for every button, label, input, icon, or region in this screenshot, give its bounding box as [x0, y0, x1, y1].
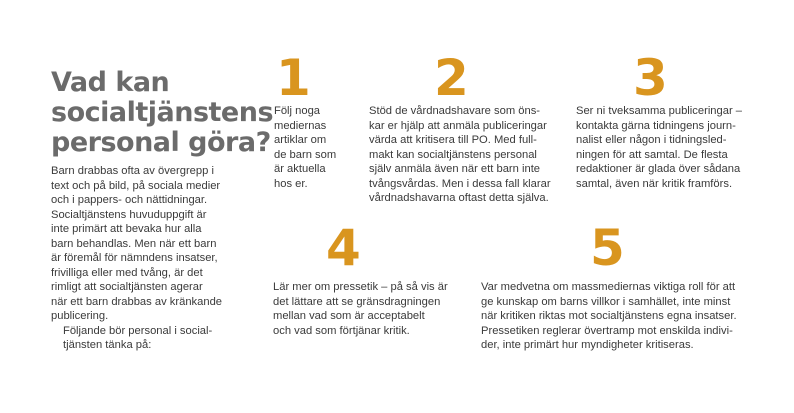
item-number-4: 4 — [326, 219, 361, 277]
item-line: ningen för att samtal. De flesta — [576, 148, 728, 161]
intro-line: och i pappers- och nättidningar. — [51, 194, 208, 206]
intro-line: inte primärt att bevaka hur alla — [51, 223, 202, 235]
item-line: Lär mer om pressetik – på så vis är — [273, 281, 448, 293]
item-line: samtal, även när kritik framförs. — [576, 177, 733, 190]
item-text-4 — [273, 280, 468, 338]
intro-line: tjänsten tänka på: — [63, 339, 152, 351]
item-line: redaktioner är glada över sådana — [576, 163, 741, 175]
intro-line: är föremål för nämndens insatser, — [51, 252, 218, 264]
item-line: tvångsvårdas. Men i dessa fall klarar — [369, 177, 551, 190]
item-number-1: 1 — [276, 49, 311, 107]
item-text-5 — [481, 280, 776, 353]
intro-line: Följande bör personal i social- — [63, 324, 213, 337]
page-title — [51, 67, 274, 159]
intro-line: rimligt att socialtjänsten agerar — [51, 281, 203, 293]
item-line: är aktuella — [274, 163, 326, 175]
item-number-2: 2 — [434, 49, 469, 107]
item-text-1 — [274, 104, 354, 191]
intro-line: publicering. — [51, 310, 109, 322]
item-line: nalist eller någon i tidningsled- — [576, 134, 727, 146]
item-line: värda att kritisera till PO. Med full- — [369, 134, 537, 146]
intro-line: Barn drabbas ofta av övergrepp i — [51, 165, 214, 177]
intro-line: Socialtjänstens huvuduppgift är — [51, 208, 207, 221]
item-line: Var medvetna om massmediernas viktiga roll för att — [481, 281, 736, 293]
intro-text — [51, 164, 246, 353]
item-line: och vad som förtjänar kritik. — [273, 324, 410, 337]
item-line: makt kan socialtjänstens personal — [369, 148, 537, 161]
item-line: hos er. — [274, 177, 308, 190]
title-line: personal göra? — [51, 127, 271, 159]
item-number-3: 3 — [633, 49, 668, 107]
item-text-3 — [576, 104, 776, 191]
intro-line: barn behandlas. Men när ett barn — [51, 237, 217, 250]
item-line: Följ noga — [274, 105, 321, 117]
item-line: Pressetiken reglerar övertramp mot enskilda indivi- — [481, 324, 733, 337]
item-line: när kritiken riktas mot socialtjänstens egna insatser. — [481, 310, 737, 322]
item-line: vårdnadshavarna oftast detta själva. — [369, 192, 549, 204]
item-line: mediernas — [274, 119, 327, 132]
item-line: artiklar om — [274, 134, 327, 146]
item-line: själv anmäla även när ett barn inte — [369, 163, 541, 175]
item-line: mellan vad som är acceptabelt — [273, 310, 425, 322]
item-line: kontakta gärna tidningens journ- — [576, 119, 736, 132]
intro-line: frivilliga eller med tvång, är det — [51, 266, 203, 279]
item-line: Ser ni tveksamma publiceringar – — [576, 105, 743, 117]
item-text-2 — [369, 104, 564, 206]
title-line: socialtjänstens — [51, 97, 274, 129]
item-line: de barn som — [274, 148, 337, 161]
intro-line: text och på bild, på sociala medier — [51, 179, 221, 192]
item-line: ge kunskap om barns villkor i samhället, inte minst — [481, 295, 731, 308]
item-line: Stöd de vårdnadshavare som öns- — [369, 105, 541, 117]
item-number-5: 5 — [590, 219, 625, 277]
item-line: kar er hjälp att anmäla publiceringar — [369, 119, 547, 132]
intro-line: när ett barn drabbas av kränkande — [51, 295, 223, 308]
title-line: Vad kan — [51, 67, 170, 99]
item-line: det lättare att se gränsdragningen — [273, 295, 441, 308]
item-line: der, inte primärt hur myndigheter kritiseras. — [481, 339, 694, 351]
